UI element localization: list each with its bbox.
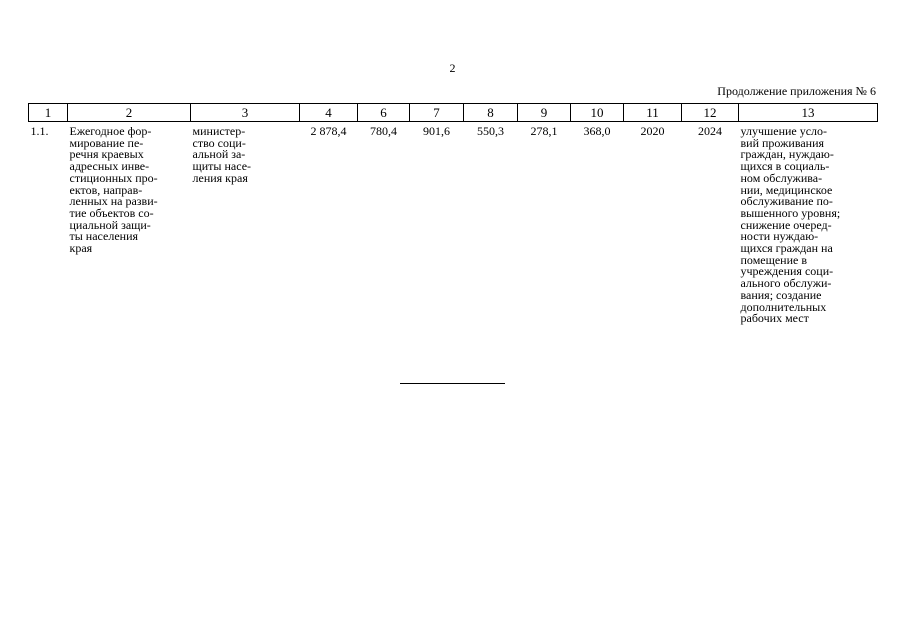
executor-cell: министер- ство соци- альной за- щиты насе- ления края xyxy=(192,124,252,185)
value-cell: 780,4 xyxy=(370,124,397,138)
value-cell: 368,0 xyxy=(583,124,611,138)
col-header: 13 xyxy=(739,104,878,122)
col-header: 8 xyxy=(464,104,518,122)
col-header: 9 xyxy=(518,104,571,122)
value-cell: 901,6 xyxy=(423,124,450,138)
end-divider xyxy=(400,383,505,384)
table-row xyxy=(29,122,878,325)
col-header: 3 xyxy=(191,104,300,122)
col-header: 1 xyxy=(29,104,68,122)
value-cell: 278,1 xyxy=(530,124,558,138)
col-header: 4 xyxy=(300,104,358,122)
header-row xyxy=(29,104,878,122)
col-header: 2 xyxy=(68,104,191,122)
col-header: 11 xyxy=(624,104,682,122)
item-number-cell: 1.1. xyxy=(30,124,49,138)
col-header: 6 xyxy=(358,104,410,122)
col-header: 10 xyxy=(571,104,624,122)
continuation-label: Продолжение приложения № 6 xyxy=(717,84,876,98)
start-year-cell: 2020 xyxy=(640,124,665,138)
page-number: 2 xyxy=(449,61,456,75)
measure-name-cell: Ежегодное фор- мирование пе- речня краевых адресных инве- стиционных про- ектов, направ- ленных на разви- тие объектов со- циальной защи- ты населения края xyxy=(69,124,158,256)
data-table xyxy=(28,103,878,325)
col-header: 12 xyxy=(682,104,739,122)
value-cell: 550,3 xyxy=(477,124,504,138)
end-year-cell: 2024 xyxy=(698,124,722,138)
result-cell: улучшение усло- вий проживания граждан, нуждаю- щихся в социаль- ном обслужива- нии, медицинское обслуживание по- вышенного уровня; снижение очеред- ности нуждаю- щихся граждан на помещение в учреждения соци- ального обслужи- вания; создание дополнительных рабочих мест xyxy=(740,124,841,326)
col-header: 7 xyxy=(410,104,464,122)
value-cell: 2 878,4 xyxy=(310,124,347,138)
